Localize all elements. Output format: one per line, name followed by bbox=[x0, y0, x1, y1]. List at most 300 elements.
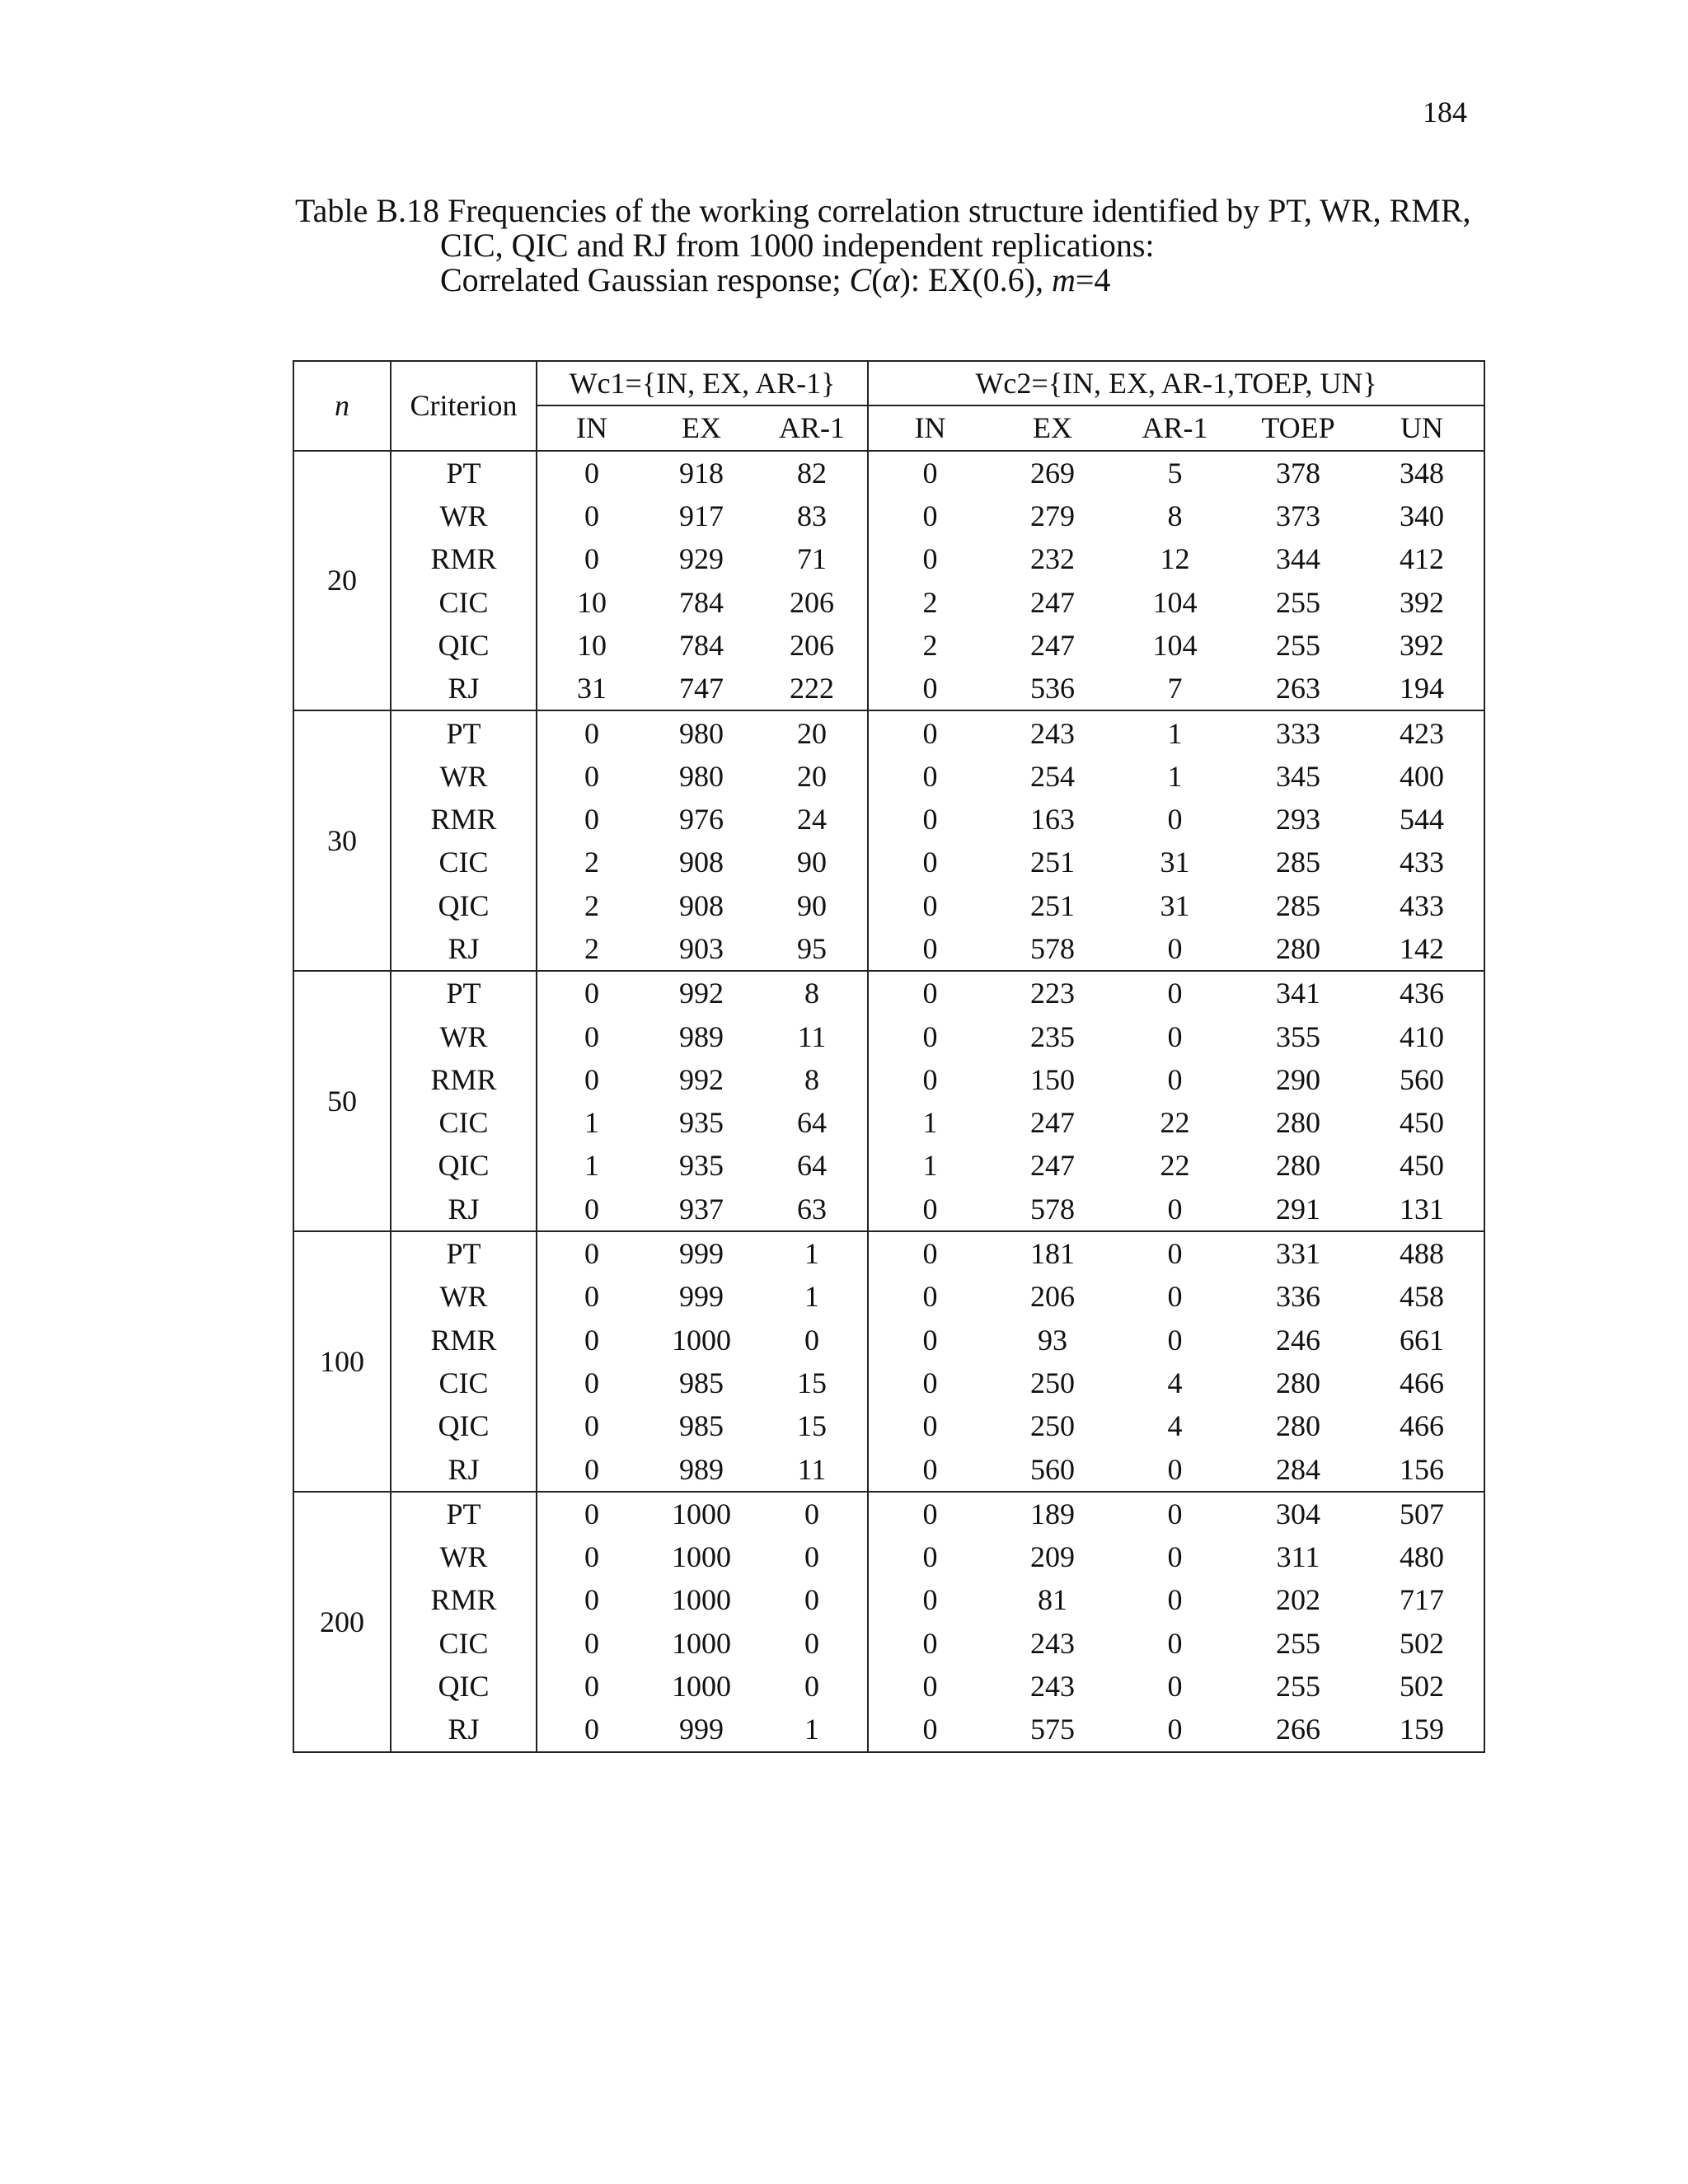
cell-wc1-in: 1 bbox=[584, 1106, 599, 1140]
table-row bbox=[293, 971, 1484, 1015]
table-row bbox=[293, 927, 1484, 971]
cell-wc2-ar1: 22 bbox=[1160, 1149, 1190, 1183]
table-body bbox=[293, 451, 1484, 1752]
cell-wc1-ar1: 83 bbox=[757, 494, 868, 537]
cell-wc1-ex: 999 bbox=[646, 1708, 757, 1751]
cell-wc2-ex: 247 bbox=[1030, 585, 1076, 619]
cell-wc1-ex: 929 bbox=[679, 542, 724, 576]
cell-wc1-ar1: 64 bbox=[757, 1144, 868, 1187]
cell-wc2-ar1: 0 bbox=[1114, 1708, 1236, 1751]
caption-c-symbol: C bbox=[849, 261, 872, 298]
cell-wc2-toep: 293 bbox=[1276, 803, 1321, 837]
cell-wc2-ar1: 8 bbox=[1167, 499, 1183, 533]
cell-wc1-ar1: 0 bbox=[757, 1535, 868, 1578]
cell-wc2-in: 0 bbox=[922, 803, 938, 837]
cell-wc2-ex: 536 bbox=[992, 667, 1114, 710]
cell-wc1-ar1: 90 bbox=[757, 841, 868, 883]
cell-wc1-in: 0 bbox=[537, 1447, 646, 1491]
caption-line-1: Table B.18 Frequencies of the working correlation structure identified by PT, WR, RMR, bbox=[295, 192, 1471, 229]
table-row bbox=[293, 1492, 1484, 1535]
cell-wc2-ex: 206 bbox=[1030, 1280, 1076, 1314]
table-row bbox=[293, 1015, 1484, 1057]
cell-wc1-ar1: 0 bbox=[757, 1622, 868, 1665]
cell-wc1-in: 0 bbox=[584, 1323, 599, 1357]
cell-criterion: WR bbox=[391, 755, 537, 798]
cell-wc1-ar1: 63 bbox=[757, 1188, 868, 1231]
cell-wc2-un: 466 bbox=[1360, 1404, 1484, 1447]
cell-wc1-ar1: 64 bbox=[757, 1101, 868, 1144]
table-row bbox=[293, 1319, 1484, 1361]
cell-criterion: RJ bbox=[391, 1447, 537, 1491]
cell-criterion: RMR bbox=[391, 1058, 537, 1101]
cell-wc2-in: 0 bbox=[922, 759, 938, 793]
cell-wc2-ex: 150 bbox=[1030, 1062, 1076, 1096]
cell-wc1-ar1: 222 bbox=[757, 667, 868, 710]
table-row bbox=[293, 1361, 1484, 1404]
cell-wc2-toep: 202 bbox=[1276, 1583, 1321, 1617]
cell-wc2-toep: 280 bbox=[1276, 1366, 1321, 1399]
cell-wc2-in: 0 bbox=[922, 977, 938, 1010]
cell-wc2-in: 0 bbox=[922, 1366, 938, 1399]
cell-criterion: QIC bbox=[391, 884, 537, 927]
cell-wc2-ex: 163 bbox=[1030, 803, 1076, 837]
cell-wc1-ex: 903 bbox=[646, 927, 757, 971]
cell-wc2-toep: 285 bbox=[1276, 888, 1321, 922]
cell-wc2-in: 0 bbox=[922, 1323, 938, 1357]
cell-wc1-ar1: 1 bbox=[757, 1275, 868, 1318]
cell-wc1-ar1: 24 bbox=[757, 798, 868, 841]
table-row bbox=[293, 841, 1484, 883]
cell-wc2-in: 0 bbox=[922, 456, 938, 490]
cell-wc2-ar1: 5 bbox=[1167, 456, 1183, 490]
cell-wc1-in: 0 bbox=[584, 759, 599, 793]
caption-line-3-prefix: Correlated Gaussian response; bbox=[440, 261, 850, 298]
cell-wc2-ex: 209 bbox=[1030, 1540, 1076, 1574]
table-row bbox=[293, 537, 1484, 580]
cell-wc2-un: 131 bbox=[1360, 1188, 1484, 1231]
cell-wc2-toep: 263 bbox=[1236, 667, 1360, 710]
cell-wc2-ar1: 22 bbox=[1160, 1106, 1190, 1140]
cell-wc2-toep: 255 bbox=[1276, 1626, 1321, 1660]
cell-wc2-in: 0 bbox=[922, 542, 938, 576]
cell-wc2-ar1: 0 bbox=[1167, 1280, 1183, 1314]
cell-wc2-un: 450 bbox=[1360, 1144, 1484, 1187]
table-row bbox=[293, 1231, 1484, 1275]
cell-wc2-toep: 255 bbox=[1276, 585, 1321, 619]
cell-wc1-in: 0 bbox=[584, 1409, 599, 1443]
page-number: 184 bbox=[1423, 96, 1467, 129]
cell-wc2-ex: 578 bbox=[992, 1188, 1114, 1231]
cell-wc2-toep: 344 bbox=[1276, 542, 1321, 576]
cell-criterion: CIC bbox=[391, 1622, 537, 1665]
caption-line-3-end: =4 bbox=[1075, 261, 1111, 298]
cell-wc1-ex: 937 bbox=[646, 1188, 757, 1231]
cell-wc2-toep: 378 bbox=[1276, 456, 1321, 490]
cell-wc2-ar1: 104 bbox=[1152, 585, 1198, 619]
table-row bbox=[293, 710, 1484, 754]
cell-wc2-un: 423 bbox=[1360, 710, 1484, 754]
cell-wc2-ex: 578 bbox=[992, 927, 1114, 971]
cell-wc2-un: 544 bbox=[1360, 798, 1484, 841]
cell-wc2-ar1: 0 bbox=[1167, 1237, 1183, 1271]
cell-wc1-ex: 985 bbox=[679, 1409, 724, 1443]
cell-wc2-toep: 341 bbox=[1276, 977, 1321, 1010]
cell-wc1-ar1: 11 bbox=[757, 1447, 868, 1491]
cell-wc1-ex: 992 bbox=[679, 977, 724, 1010]
cell-wc2-ex: 232 bbox=[1030, 542, 1076, 576]
cell-wc1-ar1: 206 bbox=[757, 624, 868, 667]
cell-criterion: PT bbox=[391, 1231, 537, 1275]
cell-wc2-un: 410 bbox=[1360, 1015, 1484, 1057]
cell-criterion: QIC bbox=[391, 1665, 537, 1708]
cell-wc1-in: 31 bbox=[537, 667, 646, 710]
cell-criterion: CIC bbox=[391, 1101, 537, 1144]
cell-wc2-ex: 560 bbox=[992, 1447, 1114, 1491]
caption-line-2: CIC, QIC and RJ from 1000 independent replications: bbox=[440, 227, 1155, 264]
cell-wc2-toep: 284 bbox=[1236, 1447, 1360, 1491]
cell-criterion: QIC bbox=[391, 624, 537, 667]
cell-wc2-ar1: 0 bbox=[1167, 1497, 1183, 1530]
cell-wc2-toep: 336 bbox=[1276, 1280, 1321, 1314]
table-caption bbox=[295, 194, 1498, 298]
cell-n: 20 bbox=[293, 451, 391, 711]
cell-wc2-ex: 250 bbox=[1030, 1409, 1076, 1443]
cell-wc1-ar1: 20 bbox=[757, 755, 868, 798]
cell-wc1-ar1: 1 bbox=[757, 1708, 868, 1751]
cell-wc1-in: 2 bbox=[584, 888, 599, 922]
cell-wc2-ex: 247 bbox=[1030, 1106, 1076, 1140]
caption-line-3 bbox=[295, 263, 1498, 298]
cell-criterion: RMR bbox=[391, 1578, 537, 1621]
cell-wc2-un: 502 bbox=[1360, 1622, 1484, 1665]
table-row bbox=[293, 1188, 1484, 1231]
cell-wc1-ar1: 0 bbox=[757, 1665, 868, 1708]
caption-m-symbol: m bbox=[1051, 261, 1076, 298]
table-row bbox=[293, 494, 1484, 537]
cell-wc2-in: 0 bbox=[868, 1447, 992, 1491]
cell-criterion: CIC bbox=[391, 1361, 537, 1404]
cell-wc2-un: 412 bbox=[1360, 537, 1484, 580]
cell-wc1-ar1: 0 bbox=[757, 1319, 868, 1361]
cell-wc2-in: 0 bbox=[922, 1540, 938, 1574]
table-row bbox=[293, 884, 1484, 927]
cell-wc1-ex: 980 bbox=[679, 759, 724, 793]
table-row bbox=[293, 1101, 1484, 1144]
cell-wc2-in: 0 bbox=[922, 716, 938, 750]
cell-criterion: WR bbox=[391, 494, 537, 537]
cell-criterion: QIC bbox=[391, 1144, 537, 1187]
cell-wc2-toep: 311 bbox=[1276, 1540, 1320, 1574]
cell-wc1-ar1: 8 bbox=[757, 1058, 868, 1101]
cell-wc2-ar1: 1 bbox=[1167, 759, 1183, 793]
cell-wc1-ar1: 15 bbox=[757, 1404, 868, 1447]
cell-wc1-in: 0 bbox=[584, 1062, 599, 1096]
cell-wc2-in: 0 bbox=[922, 499, 938, 533]
cell-wc1-in: 0 bbox=[584, 1497, 599, 1530]
table-row bbox=[293, 1535, 1484, 1578]
table-row bbox=[293, 1058, 1484, 1101]
cell-wc2-un: 340 bbox=[1360, 494, 1484, 537]
cell-wc2-toep: 285 bbox=[1276, 846, 1321, 879]
cell-wc2-in: 0 bbox=[922, 1019, 938, 1053]
cell-criterion: CIC bbox=[391, 580, 537, 623]
caption-alpha-symbol: α bbox=[882, 261, 900, 298]
cell-wc1-in: 10 bbox=[577, 585, 607, 619]
cell-wc2-ar1: 0 bbox=[1167, 1670, 1183, 1704]
cell-wc1-in: 0 bbox=[584, 803, 599, 837]
cell-wc2-un: 436 bbox=[1360, 971, 1484, 1015]
cell-criterion: CIC bbox=[391, 841, 537, 883]
cell-criterion: PT bbox=[391, 710, 537, 754]
cell-wc1-ex: 992 bbox=[679, 1062, 724, 1096]
cell-wc2-un: 717 bbox=[1360, 1578, 1484, 1621]
cell-wc2-ex: 269 bbox=[1030, 456, 1076, 490]
header-wc1-ex: EX bbox=[646, 405, 757, 450]
cell-wc2-toep: 290 bbox=[1276, 1062, 1321, 1096]
cell-wc1-ex: 1000 bbox=[672, 1323, 731, 1357]
cell-wc1-ar1: 82 bbox=[757, 451, 868, 494]
cell-wc2-ex: 251 bbox=[1030, 846, 1076, 879]
cell-wc2-ex: 247 bbox=[1030, 1149, 1076, 1183]
cell-wc1-in: 0 bbox=[584, 1366, 599, 1399]
cell-wc2-ex: 279 bbox=[1030, 499, 1076, 533]
cell-wc2-in: 0 bbox=[922, 1670, 938, 1704]
cell-criterion: RJ bbox=[391, 1708, 537, 1751]
caption-line-3-mid: ): EX(0.6), bbox=[899, 261, 1052, 298]
cell-wc2-in: 0 bbox=[922, 1583, 938, 1617]
cell-wc2-un: 348 bbox=[1360, 451, 1484, 494]
cell-wc2-toep: 373 bbox=[1276, 499, 1321, 533]
cell-wc2-ar1: 0 bbox=[1167, 1019, 1183, 1053]
cell-wc1-ex: 908 bbox=[679, 888, 724, 922]
cell-wc2-in: 0 bbox=[868, 927, 992, 971]
cell-wc2-ex: 93 bbox=[1038, 1323, 1068, 1357]
cell-wc2-ex: 575 bbox=[992, 1708, 1114, 1751]
header-n: n bbox=[293, 361, 391, 451]
cell-wc2-ex: 243 bbox=[1030, 1670, 1076, 1704]
cell-wc1-in: 0 bbox=[537, 1188, 646, 1231]
table-row bbox=[293, 1144, 1484, 1187]
cell-wc2-ex: 81 bbox=[1038, 1583, 1068, 1617]
cell-wc2-ar1: 0 bbox=[1114, 927, 1236, 971]
cell-wc1-ex: 784 bbox=[679, 585, 724, 619]
frequency-table bbox=[293, 360, 1485, 1753]
cell-wc2-in: 0 bbox=[922, 1237, 938, 1271]
cell-wc2-toep: 345 bbox=[1276, 759, 1321, 793]
cell-wc1-ar1: 20 bbox=[757, 710, 868, 754]
cell-wc1-ar1: 11 bbox=[757, 1015, 868, 1057]
cell-wc2-toep: 255 bbox=[1276, 628, 1321, 662]
cell-wc2-ar1: 0 bbox=[1114, 1188, 1236, 1231]
cell-wc1-in: 0 bbox=[584, 1280, 599, 1314]
cell-wc2-in: 0 bbox=[922, 1626, 938, 1660]
cell-wc1-ar1: 0 bbox=[757, 1578, 868, 1621]
cell-wc2-un: 142 bbox=[1360, 927, 1484, 971]
cell-criterion: WR bbox=[391, 1535, 537, 1578]
cell-wc2-in: 0 bbox=[868, 1708, 992, 1751]
cell-wc2-toep: 280 bbox=[1236, 927, 1360, 971]
cell-wc1-ex: 1000 bbox=[672, 1540, 731, 1574]
cell-wc1-ex: 917 bbox=[679, 499, 724, 533]
table-row bbox=[293, 1447, 1484, 1491]
cell-wc1-ar1: 90 bbox=[757, 884, 868, 927]
cell-wc2-un: 507 bbox=[1360, 1492, 1484, 1535]
header-wc1: Wc1={IN, EX, AR-1} bbox=[537, 361, 868, 405]
cell-wc2-in: 1 bbox=[922, 1149, 938, 1183]
cell-wc2-ar1: 7 bbox=[1114, 667, 1236, 710]
cell-wc1-ex: 935 bbox=[679, 1106, 724, 1140]
cell-criterion: RJ bbox=[391, 1188, 537, 1231]
cell-criterion: RMR bbox=[391, 798, 537, 841]
cell-wc2-toep: 280 bbox=[1276, 1149, 1321, 1183]
cell-wc1-ex: 1000 bbox=[672, 1670, 731, 1704]
cell-wc2-ar1: 0 bbox=[1114, 1447, 1236, 1491]
cell-wc1-ex: 908 bbox=[679, 846, 724, 879]
cell-wc2-in: 0 bbox=[922, 1280, 938, 1314]
cell-wc2-ex: 254 bbox=[1030, 759, 1076, 793]
cell-wc1-in: 0 bbox=[584, 1626, 599, 1660]
cell-wc1-ex: 989 bbox=[679, 1019, 724, 1053]
table-row bbox=[293, 451, 1484, 494]
cell-criterion: QIC bbox=[391, 1404, 537, 1447]
cell-wc1-ex: 980 bbox=[679, 716, 724, 750]
cell-criterion: RJ bbox=[391, 667, 537, 710]
cell-wc2-toep: 280 bbox=[1276, 1106, 1321, 1140]
cell-criterion: PT bbox=[391, 971, 537, 1015]
cell-wc2-un: 488 bbox=[1360, 1231, 1484, 1275]
cell-wc2-toep: 333 bbox=[1276, 716, 1321, 750]
cell-wc1-ar1: 15 bbox=[757, 1361, 868, 1404]
cell-wc2-un: 450 bbox=[1360, 1101, 1484, 1144]
header-wc2-ar1: AR-1 bbox=[1114, 405, 1236, 450]
cell-wc1-ar1: 1 bbox=[757, 1231, 868, 1275]
header-wc2-ex: EX bbox=[992, 405, 1114, 450]
cell-wc1-ar1: 8 bbox=[757, 971, 868, 1015]
cell-wc2-in: 1 bbox=[922, 1106, 938, 1140]
cell-wc1-in: 0 bbox=[584, 499, 599, 533]
cell-wc2-in: 0 bbox=[868, 1188, 992, 1231]
cell-wc2-toep: 266 bbox=[1236, 1708, 1360, 1751]
cell-wc2-un: 156 bbox=[1360, 1447, 1484, 1491]
table-row bbox=[293, 1275, 1484, 1318]
cell-criterion: RMR bbox=[391, 1319, 537, 1361]
cell-wc1-in: 0 bbox=[584, 1670, 599, 1704]
cell-wc1-ex: 985 bbox=[679, 1366, 724, 1399]
cell-wc2-ex: 189 bbox=[1030, 1497, 1076, 1530]
cell-wc2-ar1: 0 bbox=[1167, 803, 1183, 837]
cell-wc2-un: 433 bbox=[1360, 841, 1484, 883]
cell-n: 30 bbox=[293, 710, 391, 971]
cell-n: 100 bbox=[293, 1231, 391, 1492]
table-row bbox=[293, 1578, 1484, 1621]
cell-wc2-ex: 250 bbox=[1030, 1366, 1076, 1399]
cell-wc2-ex: 243 bbox=[1030, 1626, 1076, 1660]
header-criterion: Criterion bbox=[391, 361, 537, 451]
table-row bbox=[293, 1708, 1484, 1751]
cell-wc2-un: 159 bbox=[1360, 1708, 1484, 1751]
header-wc2-un: UN bbox=[1360, 405, 1484, 450]
cell-wc1-in: 0 bbox=[584, 1237, 599, 1271]
cell-wc1-in: 2 bbox=[584, 846, 599, 879]
cell-wc2-ar1: 1 bbox=[1167, 716, 1183, 750]
cell-wc2-ar1: 0 bbox=[1167, 1323, 1183, 1357]
cell-wc1-in: 0 bbox=[584, 716, 599, 750]
cell-wc1-ex: 989 bbox=[646, 1447, 757, 1491]
table-row bbox=[293, 580, 1484, 623]
cell-wc2-un: 433 bbox=[1360, 884, 1484, 927]
header-wc2-in: IN bbox=[868, 405, 992, 450]
cell-wc1-ex: 784 bbox=[679, 628, 724, 662]
cell-wc2-ar1: 0 bbox=[1167, 1062, 1183, 1096]
cell-wc1-in: 10 bbox=[577, 628, 607, 662]
cell-wc2-in: 0 bbox=[922, 1497, 938, 1530]
cell-wc2-un: 392 bbox=[1360, 580, 1484, 623]
cell-wc2-in: 0 bbox=[868, 667, 992, 710]
cell-wc2-ar1: 0 bbox=[1167, 1626, 1183, 1660]
cell-wc1-in: 1 bbox=[584, 1149, 599, 1183]
cell-wc2-un: 480 bbox=[1360, 1535, 1484, 1578]
cell-wc2-ex: 223 bbox=[1030, 977, 1076, 1010]
cell-wc1-ex: 999 bbox=[679, 1280, 724, 1314]
cell-wc1-in: 0 bbox=[584, 1583, 599, 1617]
table-row bbox=[293, 1622, 1484, 1665]
cell-wc1-in: 0 bbox=[584, 977, 599, 1010]
cell-wc1-ex: 747 bbox=[646, 667, 757, 710]
header-wc1-ar1: AR-1 bbox=[757, 405, 868, 450]
cell-criterion: PT bbox=[391, 1492, 537, 1535]
cell-wc2-ar1: 0 bbox=[1167, 977, 1183, 1010]
table-row bbox=[293, 798, 1484, 841]
header-wc2: Wc2={IN, EX, AR-1,TOEP, UN} bbox=[868, 361, 1484, 405]
cell-wc2-ex: 181 bbox=[1030, 1237, 1076, 1271]
cell-wc2-toep: 255 bbox=[1276, 1670, 1321, 1704]
table-row bbox=[293, 755, 1484, 798]
cell-wc2-ex: 251 bbox=[1030, 888, 1076, 922]
cell-wc2-ex: 235 bbox=[1030, 1019, 1076, 1053]
cell-wc1-ex: 1000 bbox=[672, 1497, 731, 1530]
cell-wc2-ex: 243 bbox=[1030, 716, 1076, 750]
cell-wc2-ar1: 4 bbox=[1167, 1366, 1183, 1399]
cell-wc1-ar1: 95 bbox=[757, 927, 868, 971]
cell-wc2-ar1: 31 bbox=[1160, 846, 1190, 879]
cell-wc2-ar1: 0 bbox=[1167, 1540, 1183, 1574]
cell-wc1-ex: 1000 bbox=[672, 1626, 731, 1660]
cell-wc2-ar1: 4 bbox=[1167, 1409, 1183, 1443]
header-wc2-toep: TOEP bbox=[1236, 405, 1360, 450]
cell-wc1-ex: 935 bbox=[679, 1149, 724, 1183]
table-header bbox=[293, 361, 1484, 451]
header-wc1-in: IN bbox=[537, 405, 646, 450]
cell-wc2-in: 2 bbox=[922, 628, 938, 662]
cell-wc2-un: 392 bbox=[1360, 624, 1484, 667]
cell-wc1-ar1: 206 bbox=[757, 580, 868, 623]
cell-criterion: RJ bbox=[391, 927, 537, 971]
cell-wc2-toep: 246 bbox=[1276, 1323, 1321, 1357]
table-row bbox=[293, 667, 1484, 710]
cell-wc2-un: 661 bbox=[1360, 1319, 1484, 1361]
cell-wc2-in: 0 bbox=[922, 846, 938, 879]
cell-wc2-in: 0 bbox=[922, 888, 938, 922]
cell-wc1-ex: 1000 bbox=[672, 1583, 731, 1617]
cell-wc2-un: 466 bbox=[1360, 1361, 1484, 1404]
cell-wc2-un: 560 bbox=[1360, 1058, 1484, 1101]
cell-wc2-un: 502 bbox=[1360, 1665, 1484, 1708]
cell-wc2-toep: 280 bbox=[1276, 1409, 1321, 1443]
caption-paren-open: ( bbox=[871, 261, 883, 298]
cell-wc1-ex: 918 bbox=[679, 456, 724, 490]
cell-wc2-toep: 304 bbox=[1276, 1497, 1321, 1530]
table-row bbox=[293, 1665, 1484, 1708]
